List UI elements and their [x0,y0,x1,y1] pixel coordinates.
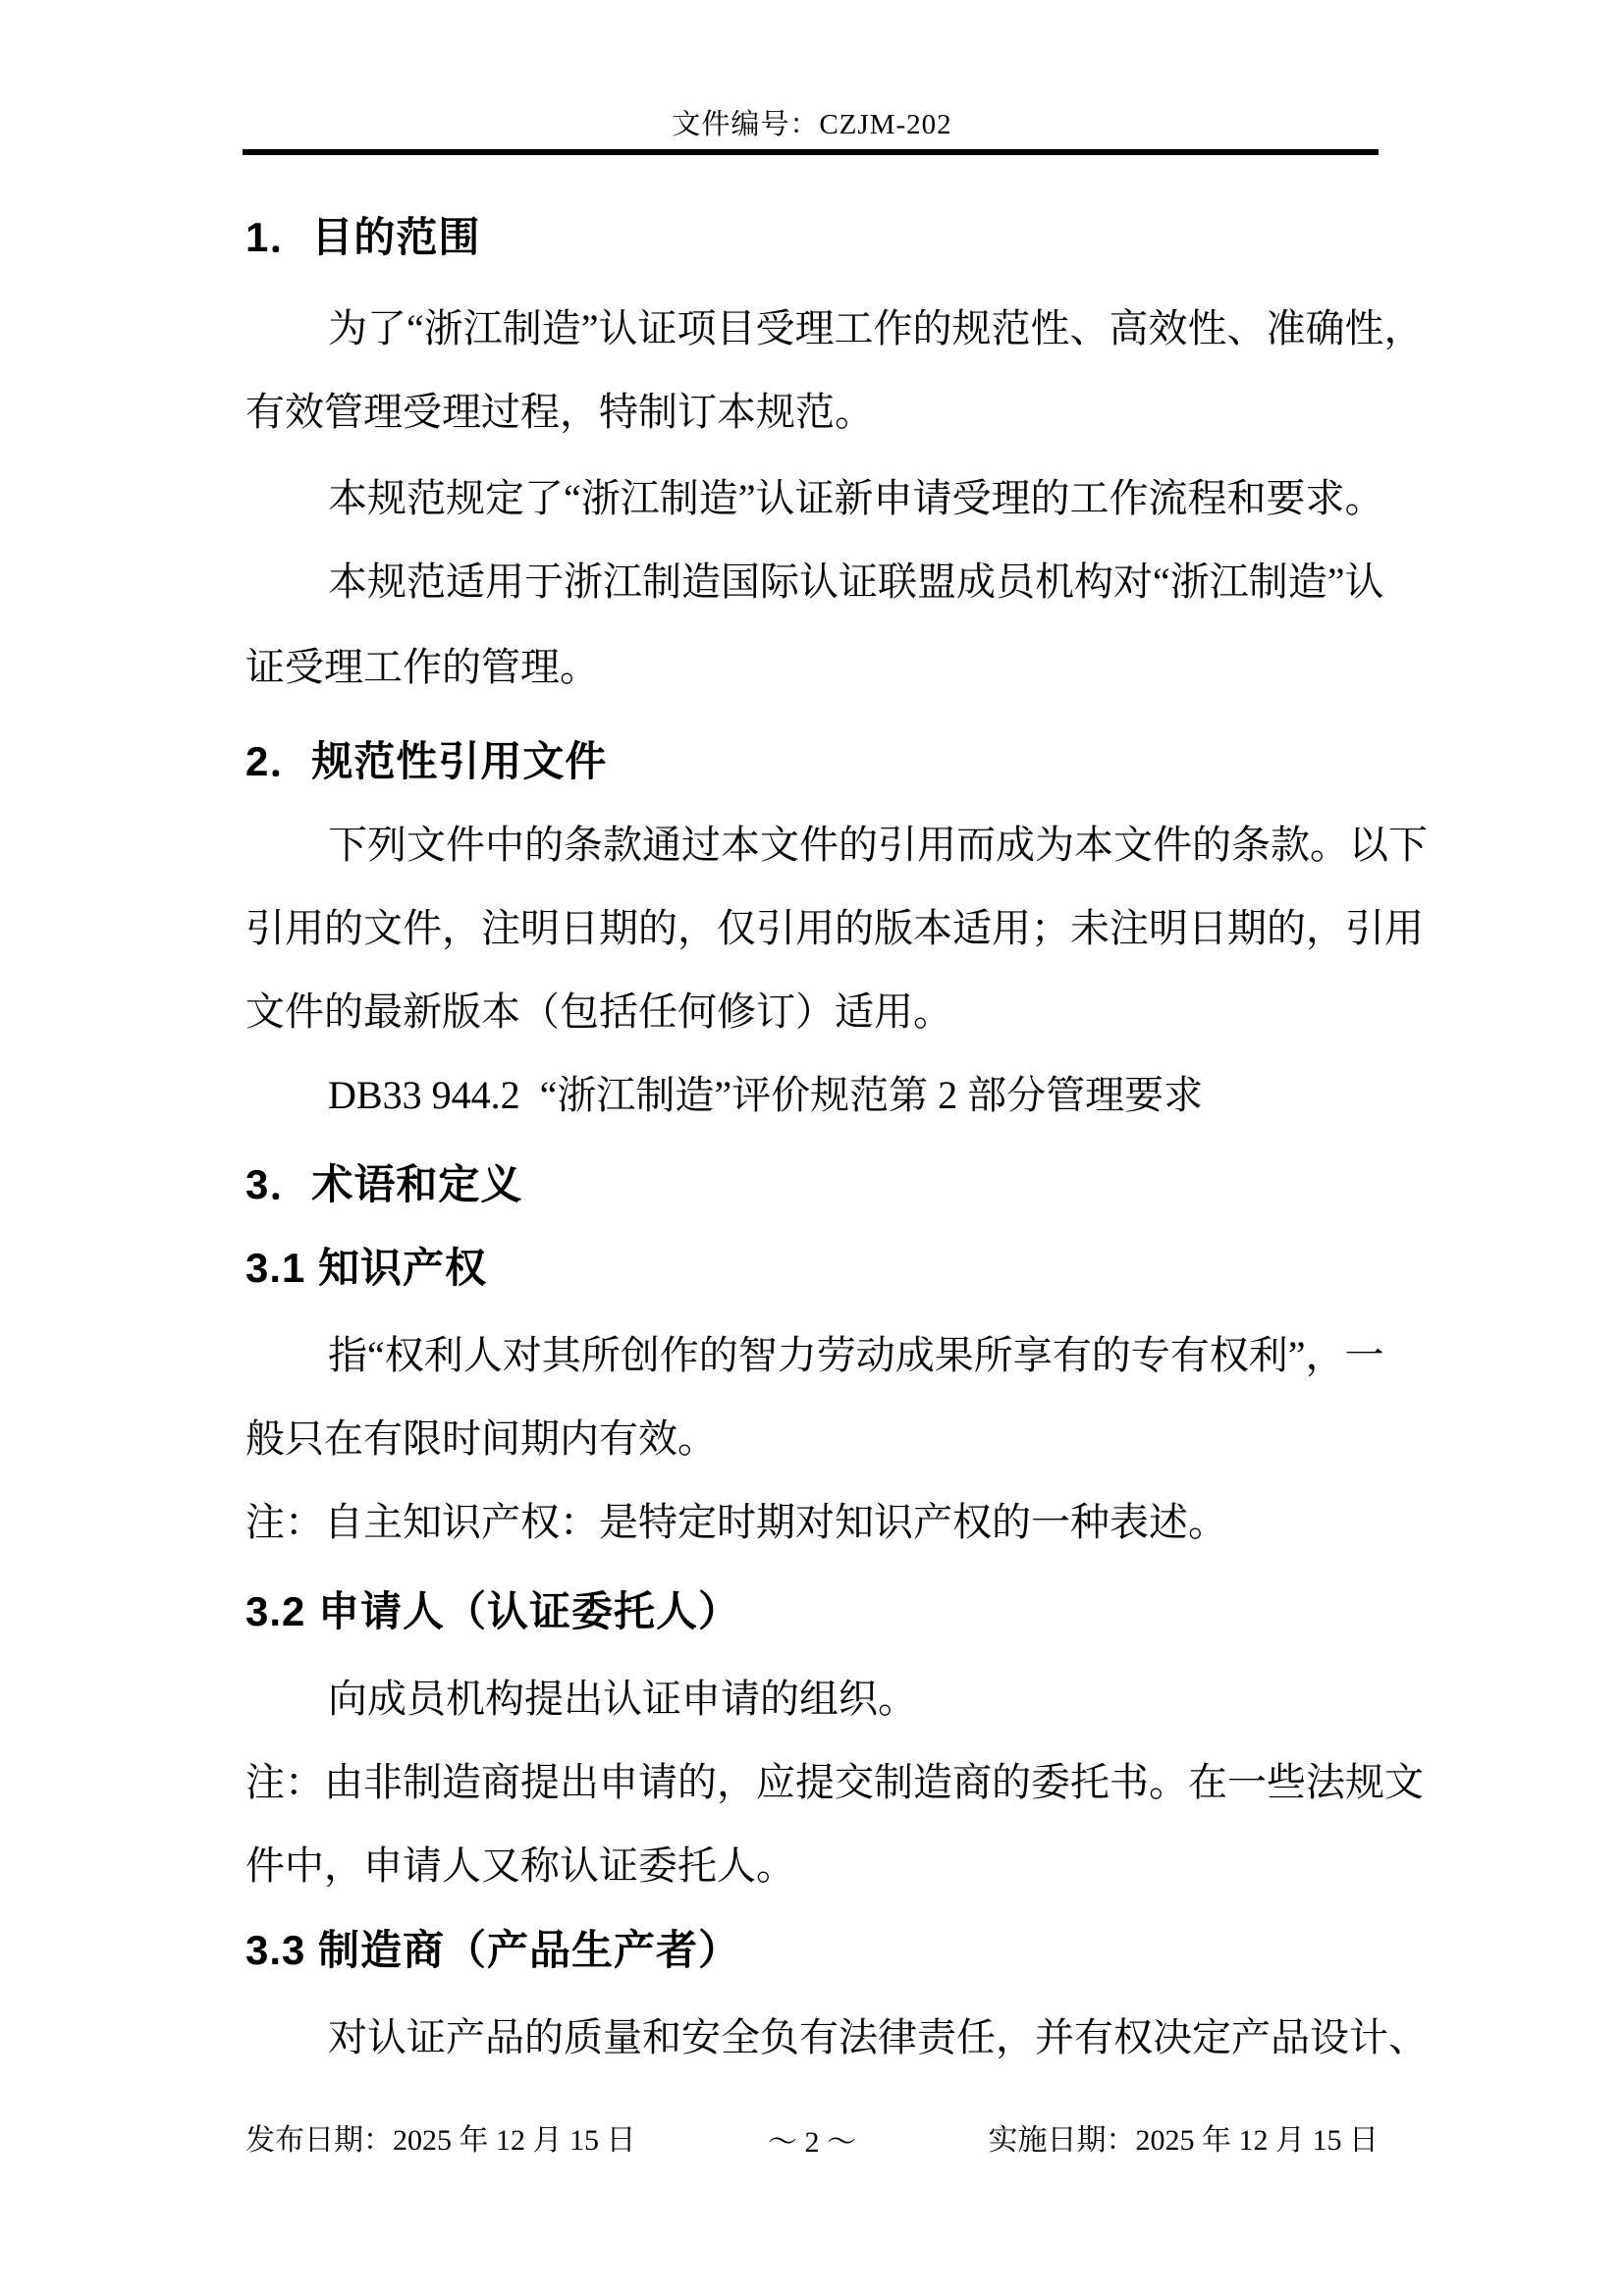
body-line: 为了“浙江制造”认证项目受理工作的规范性、高效性、准确性， [328,306,1424,350]
body-line: 对认证产品的质量和安全负有法律责任，并有权决定产品设计、 [328,2015,1428,2059]
body-line: 证受理工作的管理。 [245,645,599,689]
body-line: 指“权利人对其所创作的智力劳动成果所享有的专有权利”，一 [328,1333,1384,1377]
section-1-heading: 1．目的范围 [245,214,481,260]
body-line: 般只在有限时间期内有效。 [245,1416,717,1461]
note-line: 注：由非制造商提出申请的，应提交制造商的委托书。在一些法规文 [245,1760,1424,1804]
term-3-3-heading: 3.3 制造商（产品生产者） [245,1927,741,1973]
footer-implement-date: 实施日期：2025 年 12 月 15 日 [988,2124,1379,2157]
body-line: 本规范规定了“浙江制造”认证新申请受理的工作流程和要求。 [328,476,1384,520]
body-line: 引用的文件，注明日期的，仅引用的版本适用；未注明日期的，引用 [245,906,1424,950]
header-rule [243,149,1379,155]
note-line: 注：自主知识产权：是特定时期对知识产权的一种表述。 [245,1500,1227,1544]
note-line: 件中，申请人又称认证委托人。 [245,1843,795,1888]
body-line: 向成员机构提出认证申请的组织。 [328,1677,917,1721]
section-3-heading: 3．术语和定义 [245,1161,523,1207]
body-line: 本规范适用于浙江制造国际认证联盟成员机构对“浙江制造”认 [328,560,1384,604]
term-3-2-heading: 3.2 申请人（认证委托人） [245,1588,741,1634]
body-line: 文件的最新版本（包括任何修订）适用。 [245,989,952,1034]
section-2-heading: 2．规范性引用文件 [245,738,608,784]
term-3-1-heading: 3.1 知识产权 [245,1245,488,1291]
reference-line: DB33 944.2 “浙江制造”评价规范第 2 部分管理要求 [328,1073,1204,1117]
doc-number: 文件编号：CZJM-202 [672,109,952,140]
body-line: 有效管理受理过程，特制订本规范。 [245,390,874,434]
footer-publish-date: 发布日期：2025 年 12 月 15 日 [245,2124,636,2157]
body-line: 下列文件中的条款通过本文件的引用而成为本文件的条款。以下 [328,823,1428,867]
page-number: ～ 2 ～ [768,2126,856,2159]
